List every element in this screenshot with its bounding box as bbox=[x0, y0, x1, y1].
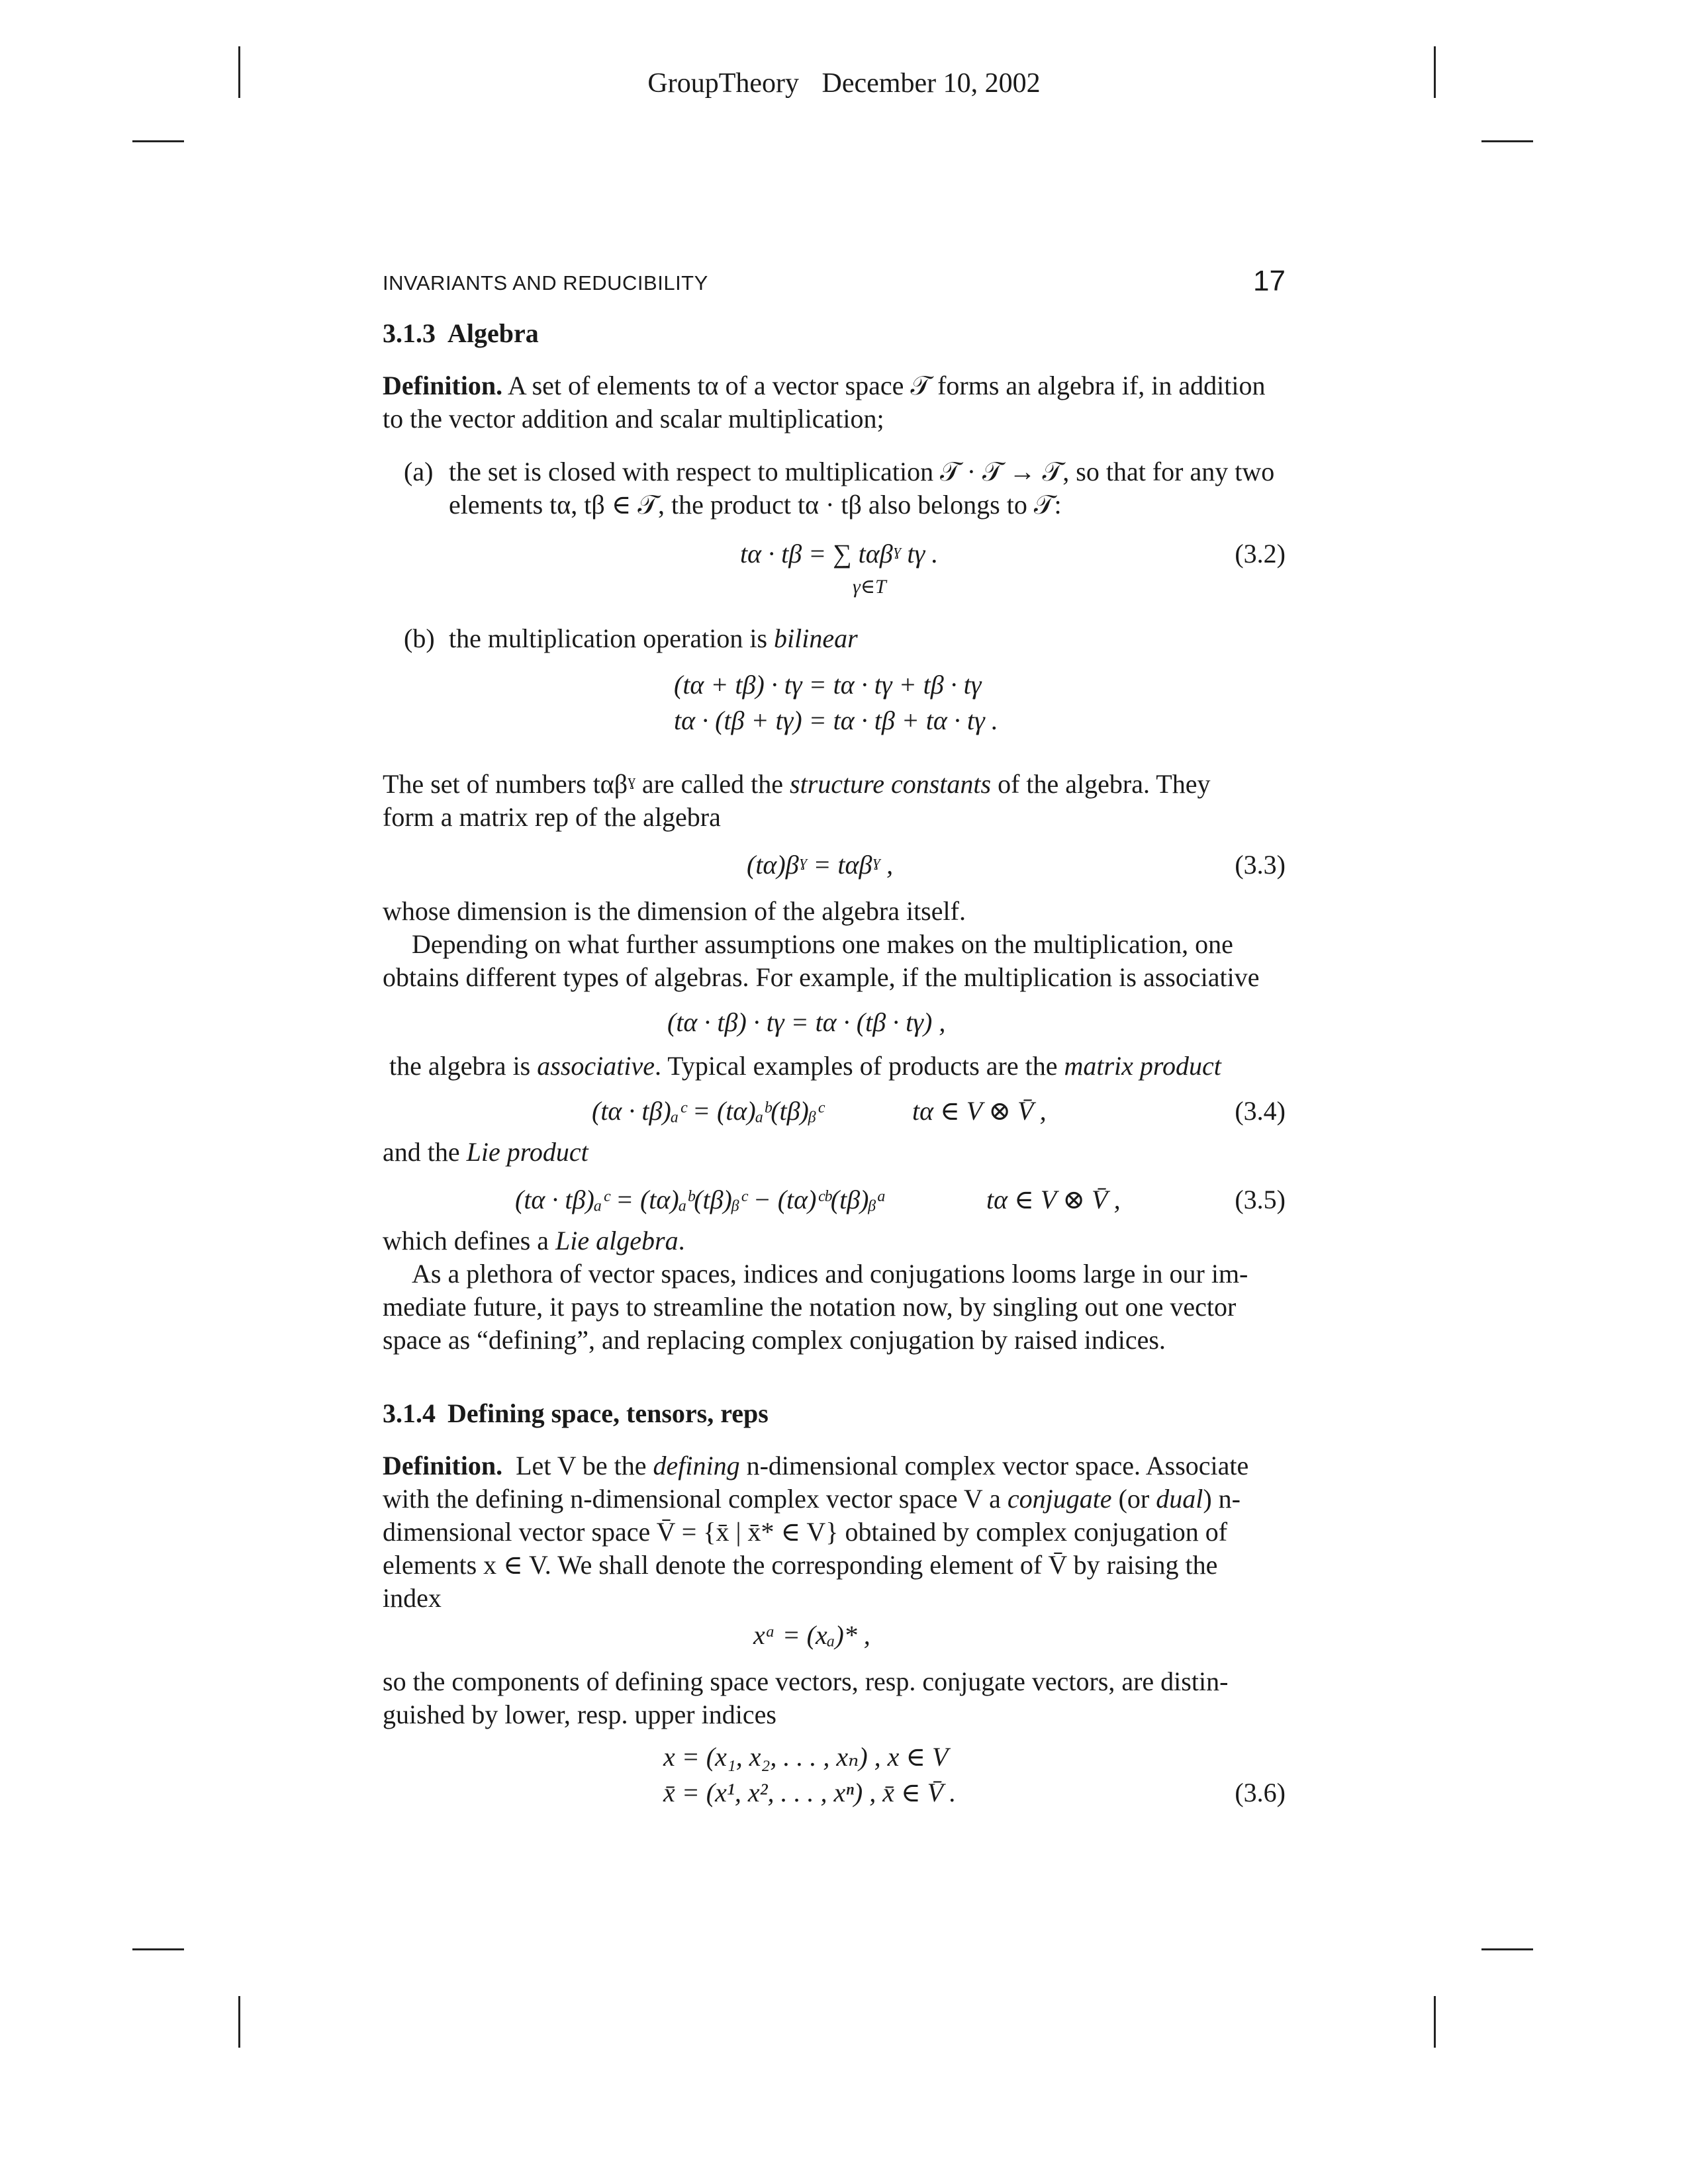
equation-3-6-row-1: x = (x₁, x₂, . . . , xₙ) , x ∈ V bbox=[663, 1742, 949, 1772]
structure-text-em: structure constants bbox=[790, 769, 992, 799]
paragraph-structure-constants bbox=[383, 768, 1286, 834]
def2-l2-em-2: dual bbox=[1156, 1484, 1203, 1514]
subsection-title: Algebra bbox=[447, 318, 539, 348]
paragraph-lie-product bbox=[383, 1136, 1286, 1169]
lie-text-a: and the bbox=[383, 1137, 460, 1167]
page-number: 17 bbox=[1253, 265, 1286, 297]
equation-associative-body: (tα · tβ) · tγ = tα · (tβ · tγ) , bbox=[667, 1007, 946, 1037]
equation-bilinear-row-1: (tα + tβ) · tγ = tα · tγ + tβ · tγ bbox=[674, 670, 982, 700]
subsection-heading-algebra bbox=[383, 318, 539, 349]
def2-line-4: elements x ∈ V. We shall denote the corresponding element of V̄ by raising the bbox=[383, 1550, 1218, 1580]
equation-3-2-body: tα · tβ = ∑ tαβˠ tγ . bbox=[740, 539, 939, 569]
liealg-text-a: which defines a bbox=[383, 1226, 549, 1255]
crop-mark-bottom-left-horizontal bbox=[132, 1948, 184, 1950]
equation-3-6 bbox=[383, 1741, 1286, 1813]
equation-3-4-tag: (3.4) bbox=[1235, 1096, 1286, 1126]
def2-l1-b: n-dimensional complex vector space. Associate bbox=[746, 1451, 1249, 1480]
running-header-title: GroupTheory bbox=[647, 68, 800, 99]
item-b bbox=[404, 622, 1286, 655]
liealg-text-b: . bbox=[678, 1226, 685, 1255]
section-header bbox=[383, 265, 1286, 302]
item-b-label: (b) bbox=[404, 623, 435, 653]
components-line-1: so the components of defining space vectors, resp. conjugate vectors, are distin- bbox=[383, 1666, 1229, 1696]
item-b-text: the multiplication operation is bbox=[449, 623, 768, 653]
running-header bbox=[0, 68, 1688, 99]
def2-line-3: dimensional vector space V̄ = {x̄ | x̄* ∈ V} obtained by complex conjugation of bbox=[383, 1517, 1228, 1547]
structure-text-a: The set of numbers tαβˠ are called the bbox=[383, 769, 784, 799]
structure-text-line-2: form a matrix rep of the algebra bbox=[383, 802, 721, 832]
definition-label: Definition. bbox=[383, 1451, 503, 1480]
plethora-line-1: As a plethora of vector spaces, indices and conjugations looms large in our im- bbox=[412, 1259, 1248, 1289]
definition-algebra bbox=[383, 369, 1286, 435]
subsection-title: Defining space, tensors, reps bbox=[447, 1398, 769, 1428]
structure-text-b: of the algebra. They bbox=[998, 769, 1211, 799]
definition-line-2: to the vector addition and scalar multiplication; bbox=[383, 404, 884, 433]
assoc-text-a: the algebra is bbox=[389, 1051, 531, 1081]
item-a-line-1: the set is closed with respect to multiplication 𝒯 · 𝒯 → 𝒯, so that for any two bbox=[449, 457, 1275, 486]
components-line-2: guished by lower, resp. upper indices bbox=[383, 1700, 776, 1729]
crop-mark-bottom-right-horizontal bbox=[1481, 1948, 1533, 1950]
equation-3-5-tag: (3.5) bbox=[1235, 1185, 1286, 1214]
equation-bilinear bbox=[383, 668, 1286, 741]
item-a bbox=[404, 455, 1286, 522]
def2-l2-a: with the defining n-dimensional complex vector space V a bbox=[383, 1484, 1001, 1514]
equation-3-6-tag: (3.6) bbox=[1235, 1778, 1286, 1807]
assoc-text-em-2: matrix product bbox=[1064, 1051, 1221, 1081]
item-a-label: (a) bbox=[404, 457, 434, 486]
depending-line-1: Depending on what further assumptions one makes on the multiplication, one bbox=[412, 929, 1233, 959]
equation-associative bbox=[383, 1006, 1286, 1039]
paragraph-associative bbox=[383, 1050, 1286, 1083]
equation-3-5-condition: tα ∈ V ⊗ V̄ , bbox=[986, 1185, 1121, 1214]
crop-mark-top-left-horizontal bbox=[132, 140, 184, 142]
subsection-number: 3.1.3 bbox=[383, 318, 436, 348]
definition-label: Definition. bbox=[383, 371, 503, 400]
equation-3-4-condition: tα ∈ V ⊗ V̄ , bbox=[912, 1096, 1047, 1126]
equation-3-2 bbox=[383, 537, 1286, 610]
running-header-date: December 10, 2002 bbox=[821, 68, 1041, 99]
plethora-line-2: mediate future, it pays to streamline the notation now, by singling out one vector bbox=[383, 1292, 1237, 1322]
assoc-text-em-1: associative bbox=[537, 1051, 655, 1081]
plethora-line-3: space as “defining”, and replacing complex conjugation by raised indices. bbox=[383, 1325, 1166, 1355]
paragraph-lie-algebra bbox=[383, 1224, 1286, 1357]
equation-3-2-sum-index: γ∈T bbox=[853, 576, 886, 598]
paragraph-dimension bbox=[383, 895, 1286, 994]
equation-3-3 bbox=[383, 848, 1286, 882]
crop-mark-top-right-horizontal bbox=[1481, 140, 1533, 142]
equation-3-5-body: (tα · tβ)ₐᶜ = (tα)ₐᵇ(tβ)ᵦᶜ − (tα)ᶜᵇ(tβ)ᵦᵃ bbox=[515, 1185, 887, 1214]
equation-3-6-row-2: x̄ = (x¹, x², . . . , xⁿ) , x̄ ∈ V̄ . bbox=[663, 1778, 957, 1807]
def2-l2-b: (or bbox=[1118, 1484, 1150, 1514]
section-header-label: INVARIANTS AND REDUCIBILITY bbox=[383, 271, 708, 295]
subsection-number: 3.1.4 bbox=[383, 1398, 436, 1428]
equation-3-3-body: (tα)βˠ = tαβˠ , bbox=[747, 850, 894, 880]
crop-mark-bottom-left-vertical bbox=[238, 1996, 240, 2048]
equation-3-2-tag: (3.2) bbox=[1235, 539, 1286, 569]
item-b-emphasis: bilinear bbox=[774, 623, 858, 653]
paragraph-components bbox=[383, 1665, 1286, 1731]
liealg-text-em: Lie algebra bbox=[555, 1226, 679, 1255]
def2-l1-a: Let V be the bbox=[516, 1451, 647, 1480]
def2-l2-c: ) n- bbox=[1203, 1484, 1241, 1514]
subsection-heading-defining-space bbox=[383, 1398, 769, 1429]
def2-l1-em: defining bbox=[653, 1451, 740, 1480]
equation-bilinear-row-2: tα · (tβ + tγ) = tα · tβ + tα · tγ . bbox=[674, 705, 998, 735]
equation-3-4 bbox=[383, 1095, 1286, 1128]
equation-3-5 bbox=[383, 1183, 1286, 1216]
equation-raise-index-body: xᵃ = (xₐ)* , bbox=[753, 1620, 870, 1650]
crop-mark-bottom-right-vertical bbox=[1434, 1996, 1436, 2048]
depending-line-2: obtains different types of algebras. For example, if the multiplication is associative bbox=[383, 962, 1260, 992]
definition-line-1: A set of elements tα of a vector space 𝒯 forms an algebra if, in addition bbox=[507, 371, 1266, 400]
equation-3-3-tag: (3.3) bbox=[1235, 850, 1286, 880]
equation-3-4-body: (tα · tβ)ₐᶜ = (tα)ₐᵇ(tβ)ᵦᶜ bbox=[592, 1096, 823, 1126]
lie-text-em: Lie product bbox=[466, 1137, 588, 1167]
def2-l2-em-1: conjugate bbox=[1007, 1484, 1112, 1514]
definition-defining-space bbox=[383, 1449, 1286, 1615]
def2-line-5: index bbox=[383, 1583, 442, 1613]
equation-raise-index bbox=[383, 1619, 1286, 1652]
dimension-text: whose dimension is the dimension of the algebra itself. bbox=[383, 896, 966, 926]
assoc-text-b: . Typical examples of products are the bbox=[654, 1051, 1058, 1081]
item-a-line-2: elements tα, tβ ∈ 𝒯, the product tα · tβ also belongs to 𝒯: bbox=[449, 490, 1062, 520]
